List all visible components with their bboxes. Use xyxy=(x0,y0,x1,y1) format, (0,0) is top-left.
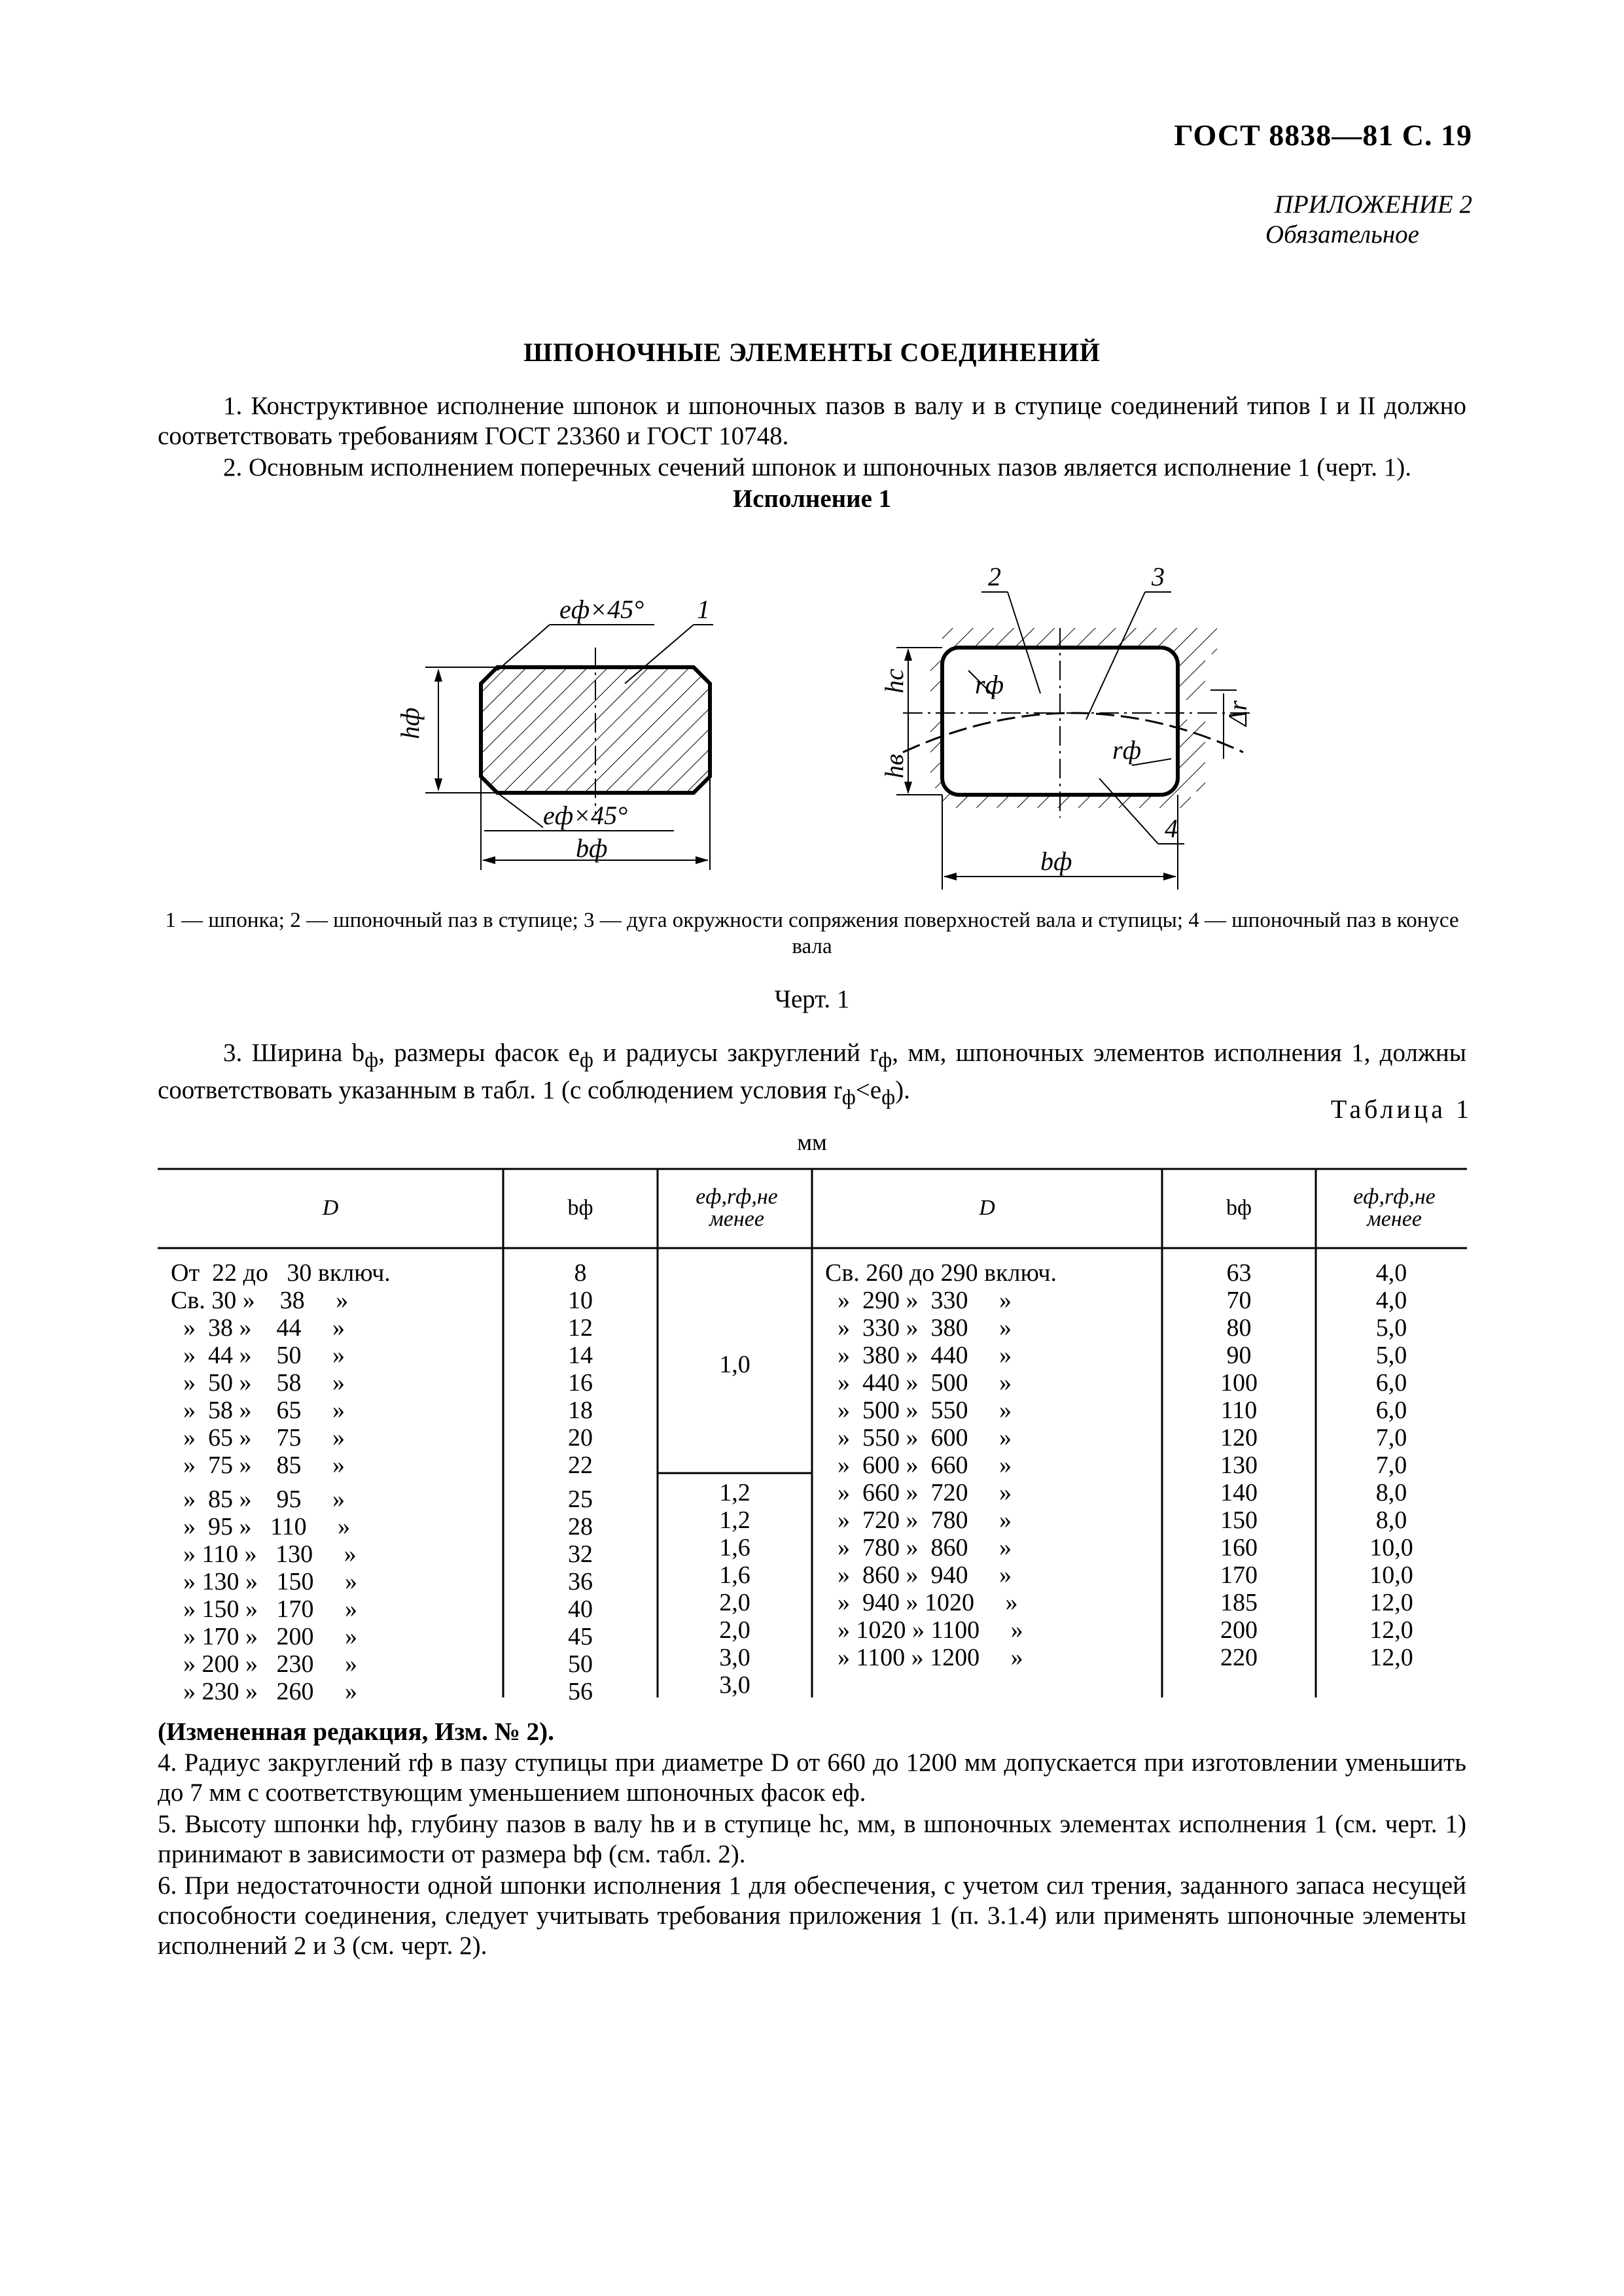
table-cell-b: 40 xyxy=(568,1595,593,1623)
table-cell-b: 45 xyxy=(568,1623,593,1650)
table-cell-d: » 660 » 720 » xyxy=(825,1479,1012,1506)
table-cell-e: 2,0 xyxy=(719,1589,750,1616)
table-cell-e: 4,0 xyxy=(1375,1287,1407,1314)
table-cell-d: » 780 » 860 » xyxy=(825,1534,1012,1561)
table-cell-e: 5,0 xyxy=(1375,1314,1407,1342)
table-cell-d: » 230 » 260 » xyxy=(171,1678,357,1705)
table-cell-d: » 58 » 65 » xyxy=(171,1397,345,1424)
table-cell-b: 32 xyxy=(568,1540,593,1568)
cell-left-e-merged: 1,0 xyxy=(719,1351,750,1378)
table-cell-b: 28 xyxy=(568,1513,593,1540)
table-cell-e: 1,2 xyxy=(719,1506,750,1534)
table-cell-b: 50 xyxy=(568,1650,593,1678)
table-cell-e: 10,0 xyxy=(1369,1561,1413,1589)
table-cell-b: 12 xyxy=(568,1314,593,1342)
subheading-ispolnenie: Исполнение 1 xyxy=(732,485,892,513)
table-cell-d: » 65 » 75 » xyxy=(171,1424,345,1452)
table-cell-b: 120 xyxy=(1220,1424,1258,1452)
header-b-right: bф xyxy=(1226,1196,1252,1220)
table-cell-e: 10,0 xyxy=(1369,1534,1413,1561)
table-cell-d: » 50 » 58 » xyxy=(171,1369,345,1397)
table-cell-b: 36 xyxy=(568,1568,593,1595)
table-1 xyxy=(158,1168,1467,1705)
column-right-e xyxy=(1316,1259,1467,1671)
table-cell-e: 12,0 xyxy=(1369,1616,1413,1644)
table-cell-d: » 85 » 95 » xyxy=(171,1486,345,1513)
table-cell-d: » 44 » 50 » xyxy=(171,1342,345,1369)
column-left-d xyxy=(171,1259,498,1705)
label-ef45-top: eф×45° xyxy=(559,595,644,624)
table-cell-e: 6,0 xyxy=(1375,1397,1407,1424)
table-cell-e: 5,0 xyxy=(1375,1342,1407,1369)
table-cell-e: 8,0 xyxy=(1375,1506,1407,1534)
table-cell-b: 14 xyxy=(568,1342,593,1369)
table-cell-e: 1,2 xyxy=(719,1479,750,1506)
table-cell-b: 70 xyxy=(1226,1287,1252,1314)
paragraph-5: 5. Высоту шпонки hф, глубину пазов в валу hв и в ступице hс, мм, в шпоночных элементах исполнения 1 (см. черт. 1) принимают в зависимости от размера bф (см. табл. 2). xyxy=(158,1810,1466,1868)
header-e-right: eф,rф,не менее xyxy=(1353,1185,1436,1231)
table-cell-e: 3,0 xyxy=(719,1671,750,1699)
table-cell-d: » 500 » 550 » xyxy=(825,1397,1012,1424)
appendix-status: Обязательное xyxy=(1265,220,1419,249)
table-cell-d: » 170 » 200 » xyxy=(171,1623,357,1650)
table-cell-e: 3,0 xyxy=(719,1644,750,1671)
table-cell-b: 140 xyxy=(1220,1479,1258,1506)
table-cell-b: 80 xyxy=(1226,1314,1252,1342)
table-cell-d: » 1100 » 1200 » xyxy=(825,1644,1023,1671)
table-cell-b: 130 xyxy=(1220,1452,1258,1479)
table-cell-d: » 860 » 940 » xyxy=(825,1561,1012,1589)
label-hf: hф xyxy=(395,707,425,739)
paragraph-1: 1. Конструктивное исполнение шпонок и шпоночных пазов в валу и в ступице соединений типов I и II должно соответствовать требованиям ГОСТ 23360 и ГОСТ 10748. xyxy=(158,392,1466,450)
table-cell-d: » 38 » 44 » xyxy=(171,1314,345,1342)
header-b-left: bф xyxy=(567,1196,593,1220)
changed-edition-note: (Измененная редакция, Изм. № 2). xyxy=(158,1718,554,1746)
drawing-figure-1 xyxy=(366,563,1296,903)
label-rf-top: rф xyxy=(975,670,1004,699)
page-header-gost: ГОСТ 8838—81 С. 19 xyxy=(1174,118,1472,152)
paragraph-3: 3. Ширина $b_ф$, размеры фасок $e_ф$ и радиусы закруглений $r_ф$, мм, шпоночных элементов исполнения 1, должны соответствовать указанным в табл. 1 (с соблюдением условия $r_ф<e_ф$). xyxy=(158,1039,1466,1109)
column-left-e xyxy=(658,1479,812,1699)
table-cell-d: » 600 » 660 » xyxy=(825,1452,1012,1479)
table-cell-d: » 95 » 110 » xyxy=(171,1513,351,1540)
table-cell-b: 185 xyxy=(1220,1589,1258,1616)
table-cell-b: 170 xyxy=(1220,1561,1258,1589)
table-cell-d: » 290 » 330 » xyxy=(825,1287,1012,1314)
table-cell-b: 56 xyxy=(568,1678,593,1705)
table-cell-e: 7,0 xyxy=(1375,1452,1407,1479)
table-cell-d: » 330 » 380 » xyxy=(825,1314,1012,1342)
label-slot-2: 2 xyxy=(988,563,1001,591)
table-unit: мм xyxy=(797,1129,827,1155)
table-label: Таблица 1 xyxy=(1330,1094,1472,1124)
section-title: ШПОНОЧНЫЕ ЭЛЕМЕНТЫ СОЕДИНЕНИЙ xyxy=(523,338,1101,367)
column-right-d xyxy=(825,1259,1159,1671)
slot-section xyxy=(896,592,1250,890)
table-cell-d: » 720 » 780 » xyxy=(825,1506,1012,1534)
table-cell-b: 20 xyxy=(568,1424,593,1452)
table-cell-b: 200 xyxy=(1220,1616,1258,1644)
table-cell-d: » 75 » 85 » xyxy=(171,1452,345,1479)
table-cell-b: 63 xyxy=(1226,1259,1252,1287)
label-cone-4: 4 xyxy=(1165,814,1178,843)
appendix-label: ПРИЛОЖЕНИЕ 2 xyxy=(1274,190,1472,218)
table-cell-b: 220 xyxy=(1220,1644,1258,1671)
label-delta-r: Δr xyxy=(1223,700,1252,726)
table-cell-b: 100 xyxy=(1220,1369,1258,1397)
header-d-left: D xyxy=(322,1196,339,1220)
table-cell-b: 25 xyxy=(568,1486,593,1513)
table-cell-b: 10 xyxy=(568,1287,593,1314)
label-bf-left: bф xyxy=(576,833,608,863)
paragraph-4: 4. Радиус закруглений rф в пазу ступицы при диаметре D от 660 до 1200 мм допускается при изготовлении уменьшить до 7 мм с соответствующим уменьшением шпоночных фасок eф. xyxy=(158,1748,1466,1807)
table-cell-e: 4,0 xyxy=(1375,1259,1407,1287)
table-cell-b: 160 xyxy=(1220,1534,1258,1561)
table-cell-e: 1,6 xyxy=(719,1534,750,1561)
table-cell-e: 6,0 xyxy=(1375,1369,1407,1397)
label-bf-right: bф xyxy=(1040,846,1072,876)
paragraph-2: 2. Основным исполнением поперечных сечений шпонок и шпоночных пазов является исполнение 1 (черт. 1). xyxy=(223,453,1412,481)
table-cell-d: » 940 » 1020 » xyxy=(825,1589,1018,1616)
label-arc-3: 3 xyxy=(1152,563,1165,591)
column-left-b xyxy=(503,1259,658,1705)
table-cell-e: 7,0 xyxy=(1375,1424,1407,1452)
figure-caption: Черт. 1 xyxy=(774,985,850,1013)
table-cell-b: 8 xyxy=(574,1259,587,1287)
column-right-b xyxy=(1162,1259,1316,1671)
table-cell-d: » 1020 » 1100 » xyxy=(825,1616,1023,1644)
label-key-1: 1 xyxy=(697,595,710,624)
label-hc: hc xyxy=(879,669,909,693)
table-cell-b: 90 xyxy=(1226,1342,1252,1369)
table-cell-d: От 22 до 30 включ. xyxy=(171,1259,391,1287)
figure-legend: 1 — шпонка; 2 — шпоночный паз в ступице; 3 — дуга окружности сопряжения поверхностей вала и ступицы; 4 — шпоночный паз в конусе вала xyxy=(165,909,1459,958)
label-rf-bot: rф xyxy=(1112,735,1141,765)
key-section xyxy=(425,625,720,870)
table-cell-b: 110 xyxy=(1220,1397,1258,1424)
header-d-right: D xyxy=(979,1196,995,1220)
table-cell-d: » 110 » 130 » xyxy=(171,1540,357,1568)
label-ef45-bot: eф×45° xyxy=(543,801,628,830)
table-cell-e: 12,0 xyxy=(1369,1589,1413,1616)
table-cell-b: 150 xyxy=(1220,1506,1258,1534)
table-cell-e: 1,6 xyxy=(719,1561,750,1589)
table-cell-d: » 150 » 170 » xyxy=(171,1595,357,1623)
table-cell-b: 22 xyxy=(568,1452,593,1479)
table-cell-d: » 380 » 440 » xyxy=(825,1342,1012,1369)
paragraph-6: 6. При недостаточности одной шпонки исполнения 1 для обеспечения, с учетом сил трения, заданного запаса несущей способности соединения, следует учитывать требования приложения 1 (п. 3.1.4) или применять шпоночные элементы исполнений 2 и 3 (см. черт. 2). xyxy=(158,1871,1466,1960)
table-cell-e: 8,0 xyxy=(1375,1479,1407,1506)
table-cell-e: 12,0 xyxy=(1369,1644,1413,1671)
table-cell-d: » 130 » 150 » xyxy=(171,1568,357,1595)
table-cell-d: Св. 30 » 38 » xyxy=(171,1287,349,1314)
table-cell-d: » 550 » 600 » xyxy=(825,1424,1012,1452)
table-cell-b: 18 xyxy=(568,1397,593,1424)
header-e-left: eф,rф,не менее xyxy=(696,1185,778,1231)
table-cell-d: » 440 » 500 » xyxy=(825,1369,1012,1397)
table-cell-d: » 200 » 230 » xyxy=(171,1650,357,1678)
table-cell-b: 16 xyxy=(568,1369,593,1397)
label-hv: hв xyxy=(879,754,909,778)
table-cell-e: 2,0 xyxy=(719,1616,750,1644)
table-cell-d: Св. 260 до 290 включ. xyxy=(825,1259,1057,1287)
